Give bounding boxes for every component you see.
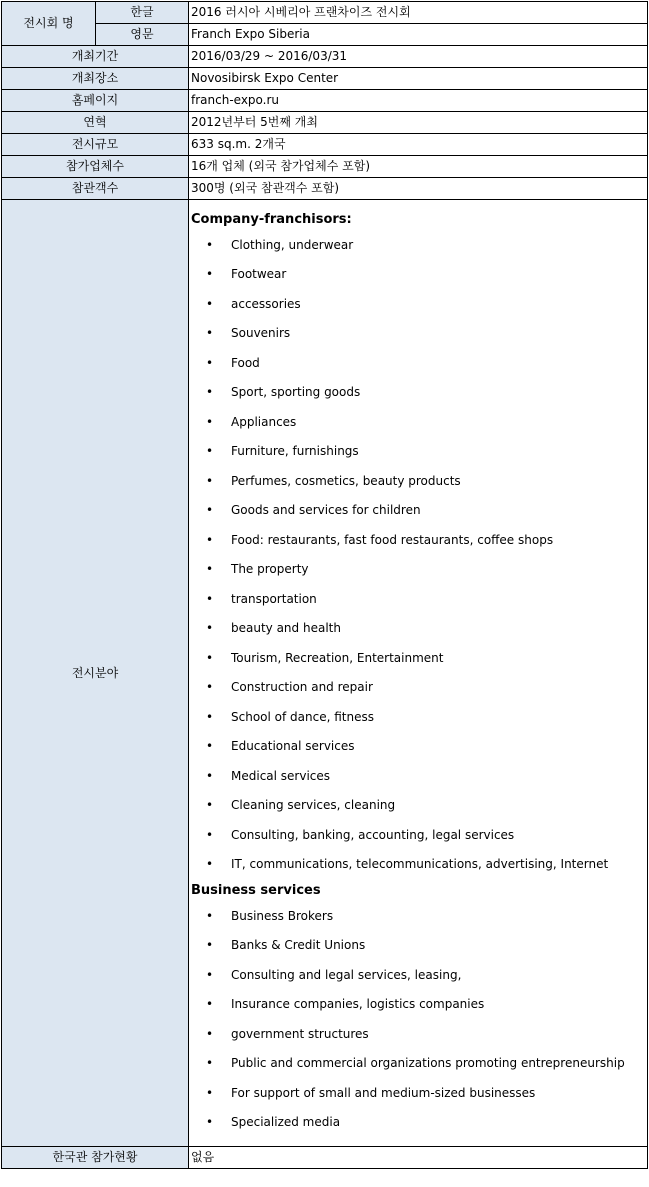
homepage-value: franch-expo.ru bbox=[189, 90, 648, 112]
list-item: • Specialized media bbox=[191, 1108, 645, 1138]
row-fields bbox=[2, 200, 648, 1147]
list-item: • Banks & Credit Unions bbox=[191, 931, 645, 961]
list-item: • Clothing, underwear bbox=[191, 231, 645, 261]
list-item: • Footwear bbox=[191, 260, 645, 290]
list-item: • Sport, sporting goods bbox=[191, 378, 645, 408]
list-item: • government structures bbox=[191, 1020, 645, 1050]
list-item: • Goods and services for children bbox=[191, 496, 645, 526]
list-item: • Perfumes, cosmetics, beauty products bbox=[191, 467, 645, 497]
row-korean-name bbox=[2, 2, 648, 24]
history-label: 연혁 bbox=[2, 112, 189, 134]
fields-label: 전시분야 bbox=[2, 200, 189, 1147]
row-english-name bbox=[2, 24, 648, 46]
list-item: • Tourism, Recreation, Entertainment bbox=[191, 644, 645, 674]
korean-name-value: 2016 러시아 시베리아 프랜차이즈 전시회 bbox=[189, 2, 648, 24]
row-scale bbox=[2, 134, 648, 156]
list-item: • Construction and repair bbox=[191, 673, 645, 703]
scale-value: 633 sq.m. 2개국 bbox=[189, 134, 648, 156]
list-item: • Souvenirs bbox=[191, 319, 645, 349]
exhibitors-label: 참가업체수 bbox=[2, 156, 189, 178]
period-value: 2016/03/29 ~ 2016/03/31 bbox=[189, 46, 648, 68]
visitors-label: 참관객수 bbox=[2, 178, 189, 200]
row-venue bbox=[2, 68, 648, 90]
row-korea-pavilion bbox=[2, 1147, 648, 1169]
homepage-label: 홈페이지 bbox=[2, 90, 189, 112]
list-item: • For support of small and medium-sized businesses bbox=[191, 1079, 645, 1109]
fields-value bbox=[189, 200, 648, 1147]
list-item: • IT, communications, telecommunications, advertising, Internet bbox=[191, 850, 645, 880]
franchisors-list bbox=[191, 231, 645, 880]
list-item: • accessories bbox=[191, 290, 645, 320]
list-item: • School of dance, fitness bbox=[191, 703, 645, 733]
list-item: • Public and commercial organizations promoting entrepreneurship bbox=[191, 1049, 645, 1079]
list-item: • Food: restaurants, fast food restaurants, coffee shops bbox=[191, 526, 645, 556]
korea-pavilion-label: 한국관 참가현황 bbox=[2, 1147, 189, 1169]
list-item: • beauty and health bbox=[191, 614, 645, 644]
list-item: • transportation bbox=[191, 585, 645, 615]
scale-label: 전시규모 bbox=[2, 134, 189, 156]
row-visitors bbox=[2, 178, 648, 200]
korean-name-label: 한글 bbox=[96, 2, 189, 24]
franchisors-heading: Company-franchisors: bbox=[191, 211, 352, 227]
visitors-value: 300명 (외국 참관객수 포함) bbox=[189, 178, 648, 200]
row-exhibitors bbox=[2, 156, 648, 178]
english-name-value: Franch Expo Siberia bbox=[189, 24, 648, 46]
list-item: • Business Brokers bbox=[191, 902, 645, 932]
korea-pavilion-value: 없음 bbox=[189, 1147, 648, 1169]
list-item: • Cleaning services, cleaning bbox=[191, 791, 645, 821]
list-item: • Food bbox=[191, 349, 645, 379]
row-period bbox=[2, 46, 648, 68]
exhibition-name-label: 전시회 명 bbox=[2, 2, 96, 46]
list-item: • Appliances bbox=[191, 408, 645, 438]
list-item: • Consulting, banking, accounting, legal services bbox=[191, 821, 645, 851]
period-label: 개최기간 bbox=[2, 46, 189, 68]
list-item: • Medical services bbox=[191, 762, 645, 792]
exhibitors-value: 16개 업체 (외국 참가업체수 포함) bbox=[189, 156, 648, 178]
business-heading: Business services bbox=[191, 882, 321, 898]
list-item: • The property bbox=[191, 555, 645, 585]
business-list bbox=[191, 902, 645, 1138]
list-item: • Educational services bbox=[191, 732, 645, 762]
row-history bbox=[2, 112, 648, 134]
history-value: 2012년부터 5번째 개최 bbox=[189, 112, 648, 134]
list-item: • Furniture, furnishings bbox=[191, 437, 645, 467]
list-item: • Consulting and legal services, leasing, bbox=[191, 961, 645, 991]
exhibition-info-table bbox=[1, 1, 648, 1169]
venue-value: Novosibirsk Expo Center bbox=[189, 68, 648, 90]
list-item: • Insurance companies, logistics companies bbox=[191, 990, 645, 1020]
row-homepage bbox=[2, 90, 648, 112]
english-name-label: 영문 bbox=[96, 24, 189, 46]
venue-label: 개최장소 bbox=[2, 68, 189, 90]
